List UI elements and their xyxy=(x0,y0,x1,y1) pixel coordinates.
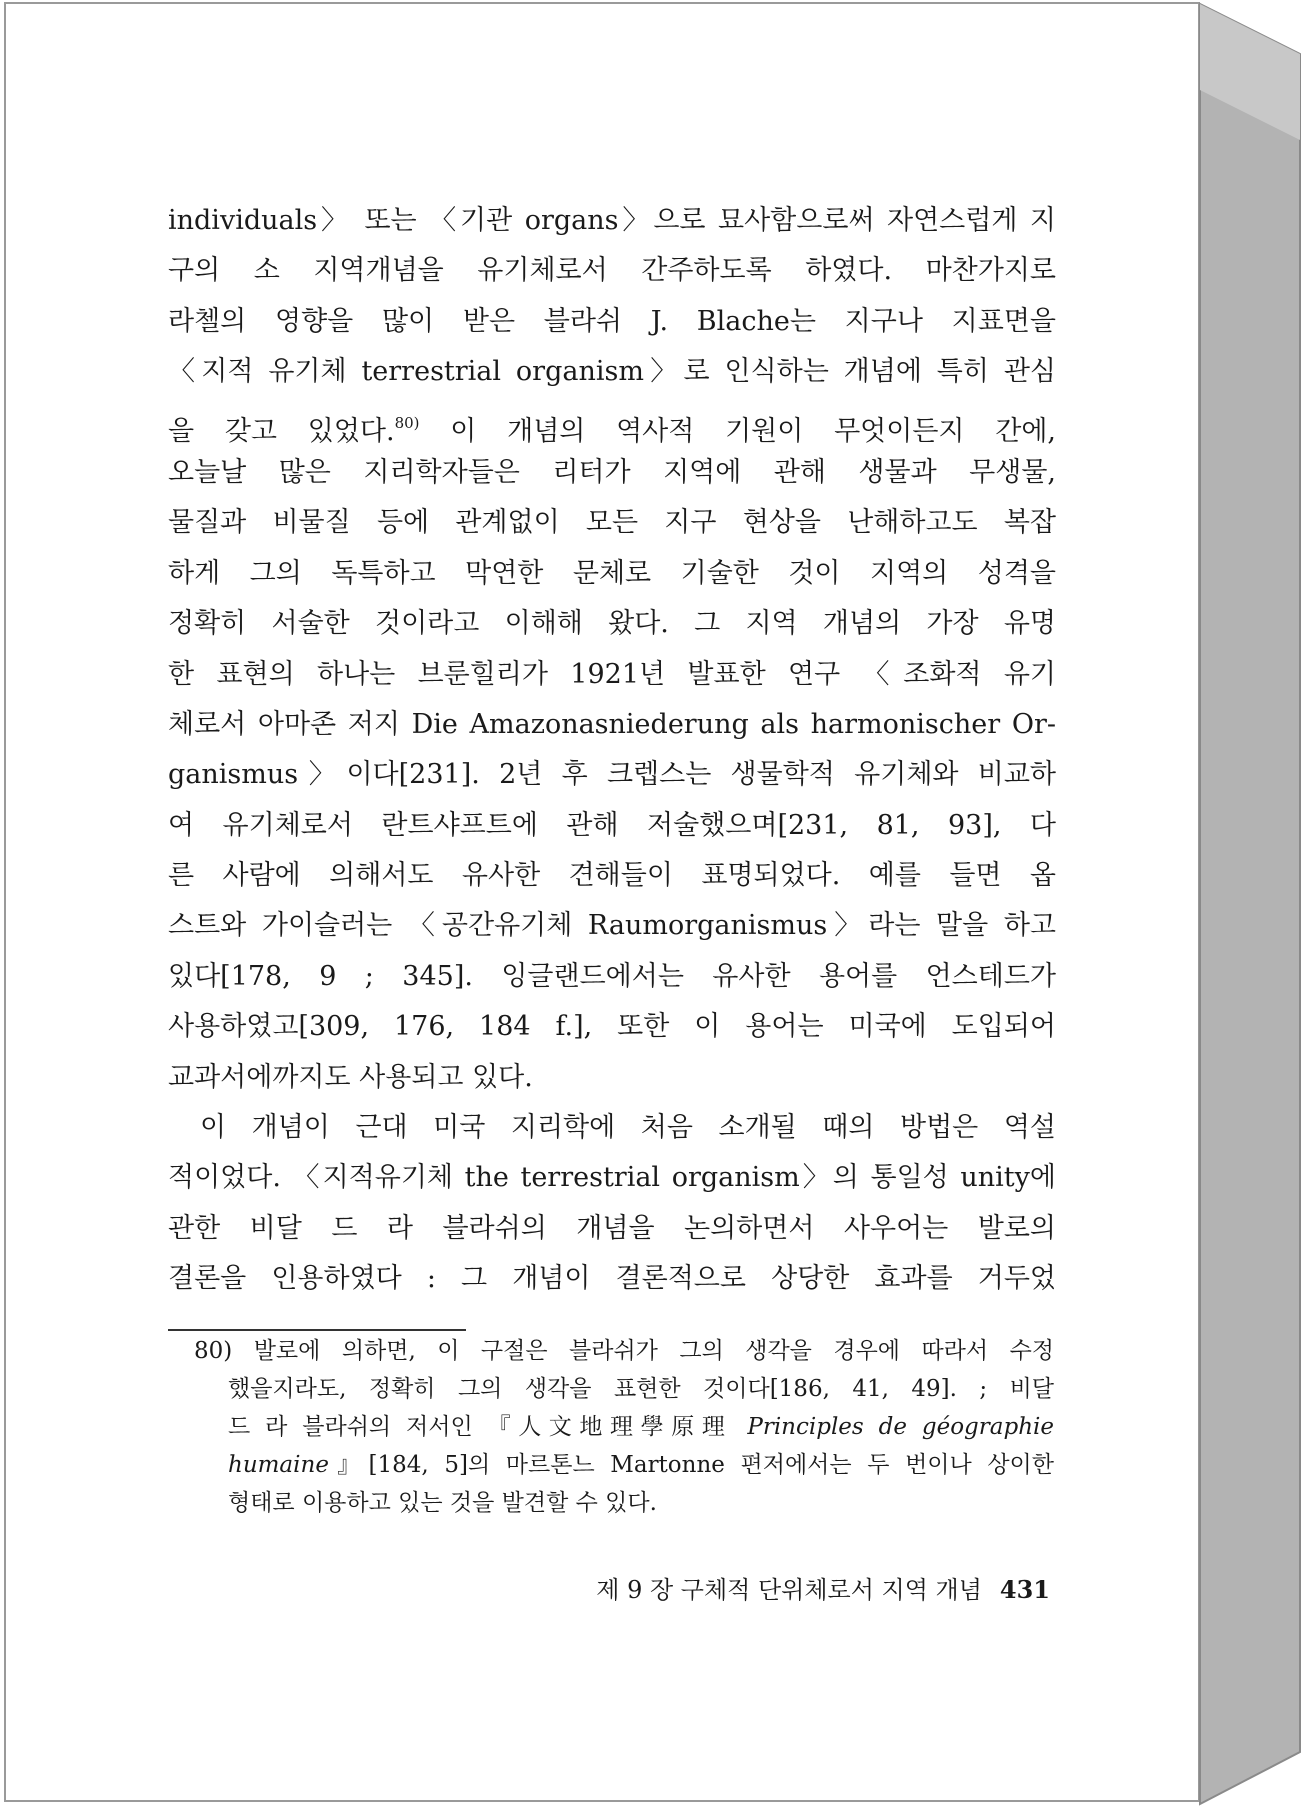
text-line: 교과서에까지도 사용되고 있다. xyxy=(168,1061,533,1093)
footnote-line: 했을지라도, 정확히 그의 생각을 표현한 것이다[186, 41, 49]. ; 비달 xyxy=(228,1376,1054,1402)
text-line: 결론을 인용하였다 : 그 개념이 결론적으로 상당한 효과를 거두었 xyxy=(168,1263,1056,1295)
text-line: 여 유기체로서 란트샤프트에 관해 저술했으며[231, 81, 93], 다 xyxy=(168,809,1056,841)
book-title-italic: Principles de géographie xyxy=(747,1414,1054,1440)
text-line: 라첼의 영향을 많이 받은 블라쉬 J. Blache는 지구나 지표면을 xyxy=(168,305,1056,337)
footnote-number: 80) xyxy=(194,1338,233,1364)
page-edge-side xyxy=(1200,4,1300,1804)
footnote-line xyxy=(194,1408,1054,1446)
text-line: 오늘날 많은 지리학자들은 리터가 지역에 관해 생물과 무생물, xyxy=(168,456,1056,488)
text-line: 하게 그의 독특하고 막연한 문체로 기술한 것이 지역의 성격을 xyxy=(168,557,1056,589)
footnote xyxy=(194,1332,1054,1522)
footnote-reference: 80) xyxy=(394,413,420,432)
text-segment: 을 갖고 있었다. xyxy=(168,415,395,447)
text-line: individuals〉 또는 〈기관 organs〉으로 묘사함으로써 자연스럽게 지 xyxy=(168,205,1056,236)
text-line: 적이었다. 〈지적유기체 the terrestrial organism〉의 통일성 unity에 xyxy=(168,1162,1056,1194)
text-line: 른 사람에 의해서도 유사한 견해들이 표명되었다. 예를 들면 옵 xyxy=(168,860,1056,892)
text-line: 구의 소 지역개념을 유기체로서 간주하도록 하였다. 마찬가지로 xyxy=(168,255,1056,287)
text-line xyxy=(168,398,1056,448)
running-footer xyxy=(530,1570,1050,1605)
book-title-italic: humaine xyxy=(228,1452,329,1478)
text-line: 〈지적 유기체 terrestrial organism〉로 인식하는 개념에 특히 관심 xyxy=(168,356,1056,388)
text-line: 물질과 비물질 등에 관계없이 모든 지구 현상을 난해하고도 복잡 xyxy=(168,507,1056,539)
chapter-title: 제 9 장 구체적 단위체로서 지역 개념 xyxy=(596,1576,982,1604)
body-text xyxy=(168,196,1056,1305)
page-number: 431 xyxy=(999,1575,1050,1604)
text-segment: 이 개념의 역사적 기원이 무엇이든지 간에, xyxy=(450,415,1056,447)
text-line: ganismus〉이다[231]. 2년 후 크렙스는 생물학적 유기체와 비교하 xyxy=(168,759,1056,791)
text-line: 체로서 아마존 저지 Die Amazonasniederung als harmonischer Or- xyxy=(168,708,1056,740)
text-line: 이 개념이 근대 미국 지리학에 처음 소개될 때의 방법은 역설 xyxy=(200,1112,1056,1144)
footnote-text: 』[184, 5]의 마르톤느 Martonne 편저에서는 두 번이나 상이한 xyxy=(328,1452,1054,1478)
footnote-text: 발로에 의하면, 이 구절은 블라쉬가 그의 생각을 경우에 따라서 수정 xyxy=(253,1338,1054,1364)
footnote-line xyxy=(194,1332,1054,1370)
footnote-line: 형태로 이용하고 있는 것을 발견할 수 있다. xyxy=(228,1490,657,1516)
text-line: 있다[178, 9 ; 345]. 잉글랜드에서는 유사한 용어를 언스테드가 xyxy=(168,960,1056,992)
footnote-line xyxy=(194,1446,1054,1484)
footnote-text: 드 라 블라쉬의 저서인 『人文地理學原理 xyxy=(228,1414,748,1440)
text-line: 사용하였고[309, 176, 184 f.], 또한 이 용어는 미국에 도입되어 xyxy=(168,1011,1056,1043)
text-line: 관한 비달 드 라 블라쉬의 개념을 논의하면서 사우어는 발로의 xyxy=(168,1212,1056,1244)
text-line: 한 표현의 하나는 브룬힐리가 1921년 발표한 연구 〈조화적 유기 xyxy=(168,658,1056,690)
text-line: 스트와 가이슬러는 〈공간유기체 Raumorganismus〉라는 말을 하고 xyxy=(168,910,1056,942)
text-line: 정확히 서술한 것이라고 이해해 왔다. 그 지역 개념의 가장 유명 xyxy=(168,608,1056,640)
footnote-rule xyxy=(168,1329,466,1331)
